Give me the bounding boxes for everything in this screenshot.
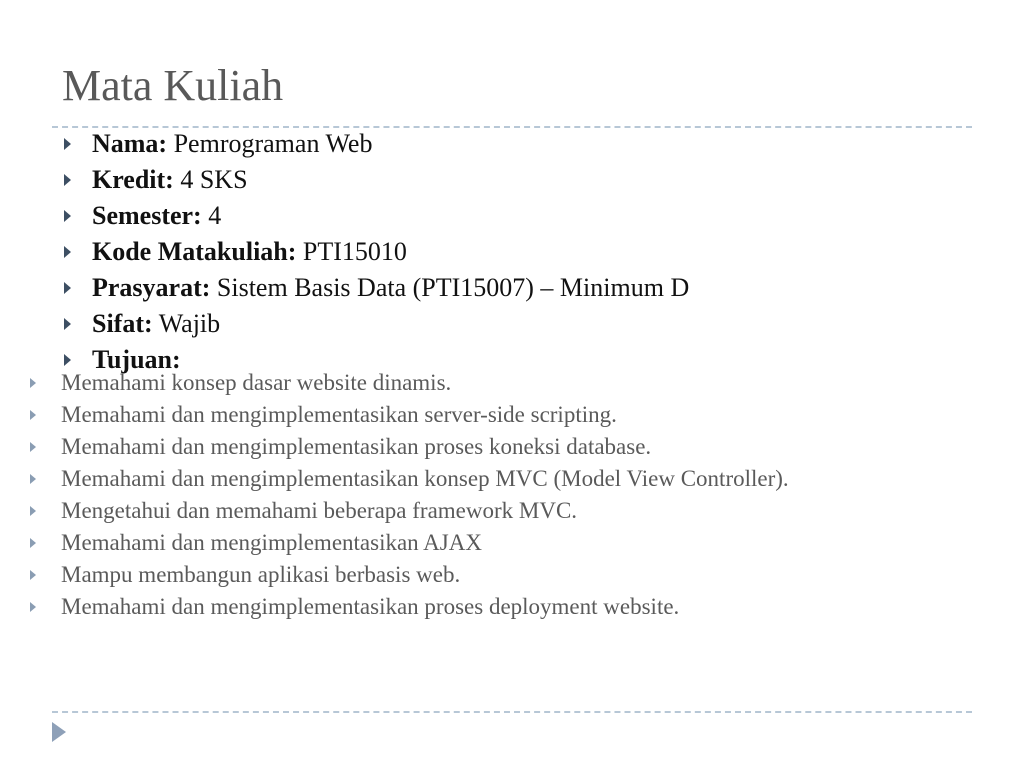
tujuan-text: Memahami dan mengimplementasikan proses deployment website. (61, 594, 680, 619)
triangle-right-icon (30, 378, 36, 388)
item-value: Sistem Basis Data (PTI15007) – Minimum D (210, 273, 690, 302)
course-info-list (62, 126, 962, 378)
triangle-right-icon (64, 282, 71, 294)
tujuan-item (30, 371, 870, 395)
list-item-sifat (62, 306, 962, 342)
slide-title: Mata Kuliah (62, 61, 284, 110)
triangle-right-icon (30, 570, 36, 580)
item-value: Wajib (152, 309, 221, 338)
triangle-right-icon (64, 246, 71, 258)
list-item-kredit (62, 162, 962, 198)
tujuan-item (30, 563, 870, 587)
tujuan-item (30, 467, 870, 491)
item-value: PTI15010 (296, 237, 407, 266)
tujuan-text: Memahami konsep dasar website dinamis. (61, 370, 452, 395)
tujuan-item (30, 499, 870, 523)
triangle-right-icon (64, 210, 71, 222)
list-item-kode-matakuliah (62, 234, 962, 270)
triangle-right-icon (64, 174, 71, 186)
item-label: Sifat: (92, 309, 153, 338)
tujuan-item (30, 435, 870, 459)
tujuan-list (30, 371, 870, 627)
tujuan-text: Mengetahui dan memahami beberapa framework MVC. (61, 498, 578, 523)
tujuan-text: Memahami dan mengimplementasikan proses koneksi database. (61, 434, 652, 459)
item-label: Semester: (92, 201, 202, 230)
item-label: Nama: (92, 129, 168, 158)
item-label: Kode Matakuliah: (92, 237, 297, 266)
item-label: Kredit: (92, 165, 174, 194)
triangle-right-icon (30, 538, 36, 548)
item-value: Pemrograman Web (167, 129, 373, 158)
tujuan-item (30, 595, 870, 619)
item-label: Prasyarat: (92, 273, 211, 302)
item-value: 4 SKS (173, 165, 248, 194)
list-item-prasyarat (62, 270, 962, 306)
next-slide-icon[interactable] (52, 722, 66, 742)
list-item-semester (62, 198, 962, 234)
item-label: Tujuan: (92, 345, 181, 374)
triangle-right-icon (30, 506, 36, 516)
tujuan-text: Memahami dan mengimplementasikan konsep MVC (Model View Controller). (61, 466, 789, 491)
triangle-right-icon (30, 410, 36, 420)
tujuan-text: Memahami dan mengimplementasikan AJAX (61, 530, 482, 555)
triangle-right-icon (30, 602, 36, 612)
tujuan-text: Mampu membangun aplikasi berbasis web. (61, 562, 461, 587)
triangle-right-icon (30, 442, 36, 452)
tujuan-item (30, 531, 870, 555)
footer-divider (52, 711, 972, 713)
tujuan-text: Memahami dan mengimplementasikan server-side scripting. (61, 402, 617, 427)
tujuan-item (30, 403, 870, 427)
triangle-right-icon (64, 138, 71, 150)
triangle-right-icon (30, 474, 36, 484)
triangle-right-icon (64, 318, 71, 330)
triangle-right-icon (64, 354, 71, 366)
list-item-nama (62, 126, 962, 162)
item-value: 4 (201, 201, 222, 230)
